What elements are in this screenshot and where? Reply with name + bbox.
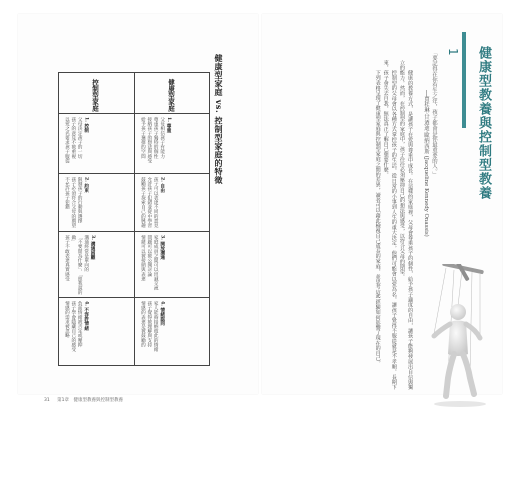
page-number: 31 <box>44 398 50 403</box>
body-paragraph: 下列表格呈現了健康型家庭與控制型家庭之間的差異，讀者可以藉此檢視自己成長的家庭，並思考這些經驗如何影響了現在的自己。 <box>374 70 381 366</box>
chapter-number: 1 <box>446 48 460 56</box>
left-page <box>18 14 258 403</box>
epigraph <box>422 50 438 270</box>
table-cell: 3. 溝通困難 溝通經常是單向的 「不要問為什麼」、「照我說的做」 孩子不敢表達真實感受 <box>64 235 96 295</box>
puppet-illustration <box>412 264 502 414</box>
page-footer <box>44 397 123 403</box>
chapter-title: 健康型教養與控制型教養 <box>476 46 491 200</box>
table-cell: 2. 約束 限制孩子的行動與選擇 孩子必須符合父母的期望 不允許孩子犯錯 <box>64 177 89 228</box>
table-cell: 3. 開放溝通 家庭成員之間可以坦誠交流 問題可以被公開討論 情緒可以被接納與表達 <box>140 235 165 291</box>
running-footer: 第1章 健康型教養與控制型教養 <box>57 398 124 403</box>
column-header-controlling: 控制型家庭 <box>91 79 99 112</box>
chapter-accent-bar <box>462 32 466 128</box>
table-cell: 4. 情緒認同 家人能夠接納彼此的情緒 孩子覺得被理解與支持 情感的表達是被鼓勵的 <box>140 301 165 352</box>
table-title: 健康型家庭 vs. 控制型家庭的特徵 <box>214 54 224 185</box>
epigraph-author: ──賈桂琳‧甘迺迪‧歐納西斯 (Jacqueline Kennedy Onassis) <box>423 90 429 237</box>
body-paragraph: 控制型的父母會以各種方式掌控孩子的生活，從日常的小事到人生的重大決定。他們可能會以愛為名，讓孩子覺得不服從就是不孝順。長期下來，孩子會失去自我，無法真正了解自己想要什麼。 <box>382 60 397 390</box>
body-text <box>286 60 414 390</box>
right-page <box>262 14 502 394</box>
table-cell: 4. 不容許情緒 負面情緒被否定或壓抑 孩子學會隱藏自己的感受 情感的需求被忽略 <box>64 301 89 352</box>
table-cell: 1. 尊重 父母相信孩子有能力 尊重孩子獨特的個性 接納孩子的想法與感受 給予孩子選擇的空間 <box>140 117 172 163</box>
table-cell: 1. 控制 父母決定孩子的一切 孩子的意見不被重視 以愛之名要求孩子服從 <box>64 117 89 163</box>
column-header-healthy: 健康型家庭 <box>167 79 175 112</box>
body-paragraph: 健康的教養方式，是讓孩子在愛與尊重中成長。在這樣的家庭裡，父母會尊重孩子的個性，給予孩子適度的自由，讓孩子能夠發展出自信與獨立的能力。然而，在控制型的家庭中，孩子往往必須壓抑自己的想法與感受，以符合父母的期望。 <box>398 60 413 390</box>
comparison-table <box>58 72 210 366</box>
epigraph-quote: 「要記得在你有生之年，孩子都會是你最重要的人。」 <box>431 50 437 177</box>
table-cell: 2. 自由 孩子可以表達不同的意見 允許孩子犯錯並從中學習 鼓勵孩子探索自己的興趣 <box>140 177 165 228</box>
